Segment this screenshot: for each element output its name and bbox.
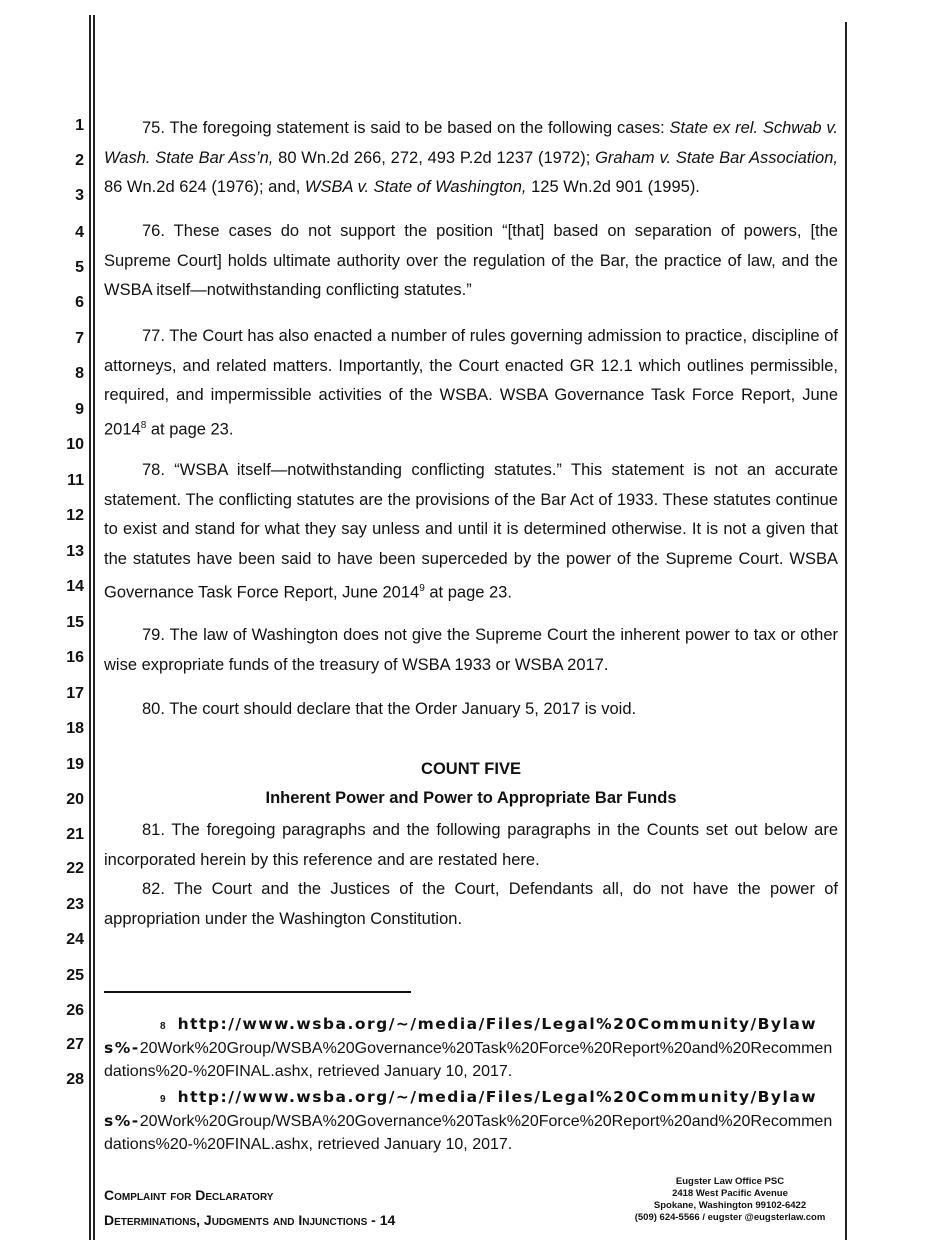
footer-title-line: Determinations, Judgments and Injunctions [104,1212,368,1228]
line-number: 26 [66,1002,84,1019]
line-number: 17 [66,685,84,702]
paragraph-81: 81. The foregoing paragraphs and the following paragraphs in the Counts set out below are incorporated herein by this reference and are restated here. [104,821,838,869]
citation-text: 86 Wn.2d 624 (1976); and, [104,178,305,196]
line-number: 24 [66,931,84,948]
line-number: 5 [75,259,84,276]
line-number: 6 [75,294,84,311]
line-number: 21 [66,826,84,843]
line-number: 4 [75,224,84,241]
line-number: 7 [75,330,84,347]
line-number: 25 [66,967,84,984]
paragraph-text: 78. “WSBA itself—notwithstanding conflicting statutes.” This statement is not an accurate statement. The conflicting statutes are the provisions of the Bar Act of 1933. These statutes continue to exist and stand for what they say unless and until it is determined otherwise. It is not a given that the statutes have been said to have been superceded by the power of the Supreme Court. WSBA Governance Task Force Report, June 2014 [104,461,838,602]
footnote-text: 20Work%20Group/WSBA%20Governance%20Task%20Force%20Report%20and%20Recommendations%20-%20FINAL.ashx, retrieved January 10, 2017. [104,1112,833,1153]
line-number: 27 [66,1036,84,1053]
count-title: COUNT FIVE [421,760,521,778]
document-title-footer [104,1183,395,1233]
line-number: 18 [66,720,84,737]
line-number: 9 [75,401,84,418]
line-number: 20 [66,791,84,808]
footer-title-line-2 [104,1208,395,1233]
line-number: 13 [66,543,84,560]
footnote-ref-9[interactable]: 9 [419,583,425,594]
line-number: 3 [75,187,84,204]
line-number: 2 [75,152,84,169]
firm-address-block [620,1176,840,1224]
paragraph-76: 76. These cases do not support the position “[that] based on separation of powers, [the Supreme Court] holds ultimate authority over the regulation of the Bar, the practice of law, and the WSBA itself—notwithstanding conflicting statutes.” [104,222,838,299]
paragraph-75 [104,114,838,203]
footnote-number: 8 [160,1021,166,1032]
firm-name: Eugster Law Office PSC [675,1176,785,1187]
paragraph-79: 79. The law of Washington does not give the Supreme Court the inherent power to tax or other wise expropriate funds of the treasury of WSBA 1933 or WSBA 2017. [104,626,838,674]
firm-street: 2418 West Pacific Avenue [672,1188,788,1199]
citation-text: 80 Wn.2d 266, 272, 493 P.2d 1237 (1972); [273,148,596,167]
line-number: 19 [66,756,84,773]
paragraph-82: 82. The Court and the Justices of the Court, Defendants all, do not have the power of appropriation under the Washington Constitution. [104,880,838,928]
citation-text: 125 Wn.2d 901 (1995). [526,178,700,196]
footnote-url[interactable]: http://www.wsba.org/~/media/Files/Legal%20Community/Bylaws%- [104,1088,818,1130]
line-number: 8 [75,365,84,382]
paragraph-text: at page 23. [424,583,512,602]
right-margin-rule [845,22,847,1240]
line-number: 14 [66,578,84,595]
line-number: 10 [66,436,84,453]
line-number: 22 [66,860,84,877]
case-citation: Graham v. State Bar Association, [595,148,838,167]
line-number: 16 [66,649,84,666]
left-margin-rule-outer [89,15,91,1240]
footnote-ref-8[interactable]: 8 [140,419,147,431]
line-number: 1 [75,117,84,134]
count-subtitle: Inherent Power and Power to Appropriate Bar Funds [265,789,677,807]
footnote-8 [104,1013,838,1084]
left-margin-rule-inner [93,15,95,1240]
footer-title-line: Complaint for Declaratory [104,1187,274,1203]
paragraph-text: at page 23. [146,420,234,438]
footnote-number: 9 [160,1094,166,1105]
footnote-url[interactable]: http://www.wsba.org/~/media/Files/Legal%20Community/Bylaws%- [104,1015,818,1057]
firm-contact: (509) 624-5566 / eugster @eugsterlaw.com [634,1212,826,1223]
line-number: 28 [66,1071,84,1088]
paragraph-80: 80. The court should declare that the Order January 5, 2017 is void. [142,700,637,718]
paragraph-78 [104,456,838,608]
line-number: 15 [66,614,84,631]
footnote-text: 20Work%20Group/WSBA%20Governance%20Task%20Force%20Report%20and%20Recommendations%20-%20FINAL.ashx, retrieved January 10, 2017. [104,1039,833,1080]
line-number: 12 [66,507,84,524]
page-number: - 14 [371,1212,396,1228]
line-number: 23 [66,896,84,913]
paragraph-77 [104,322,838,445]
paragraph-text: 75. The foregoing statement is said to be based on the following cases: [142,119,670,137]
firm-city: Spokane, Washington 99102-6422 [653,1200,807,1211]
footnote-9 [104,1086,838,1157]
paragraph-text: 77. The Court has also enacted a number of rules governing admission to practice, discipline of attorneys, and related matters. Importantly, the Court enacted GR 12.1 which outlines permissible, required, and impermissible activities of the WSBA. WSBA Governance Task Force Report, June 2014 [104,327,838,438]
case-citation: WSBA v. State of Washington, [304,178,527,196]
line-number: 11 [67,472,84,489]
footnote-separator [104,991,411,993]
case-citation: State ex rel. Schwab v. Wash. State Bar Ass’n, [104,119,839,167]
